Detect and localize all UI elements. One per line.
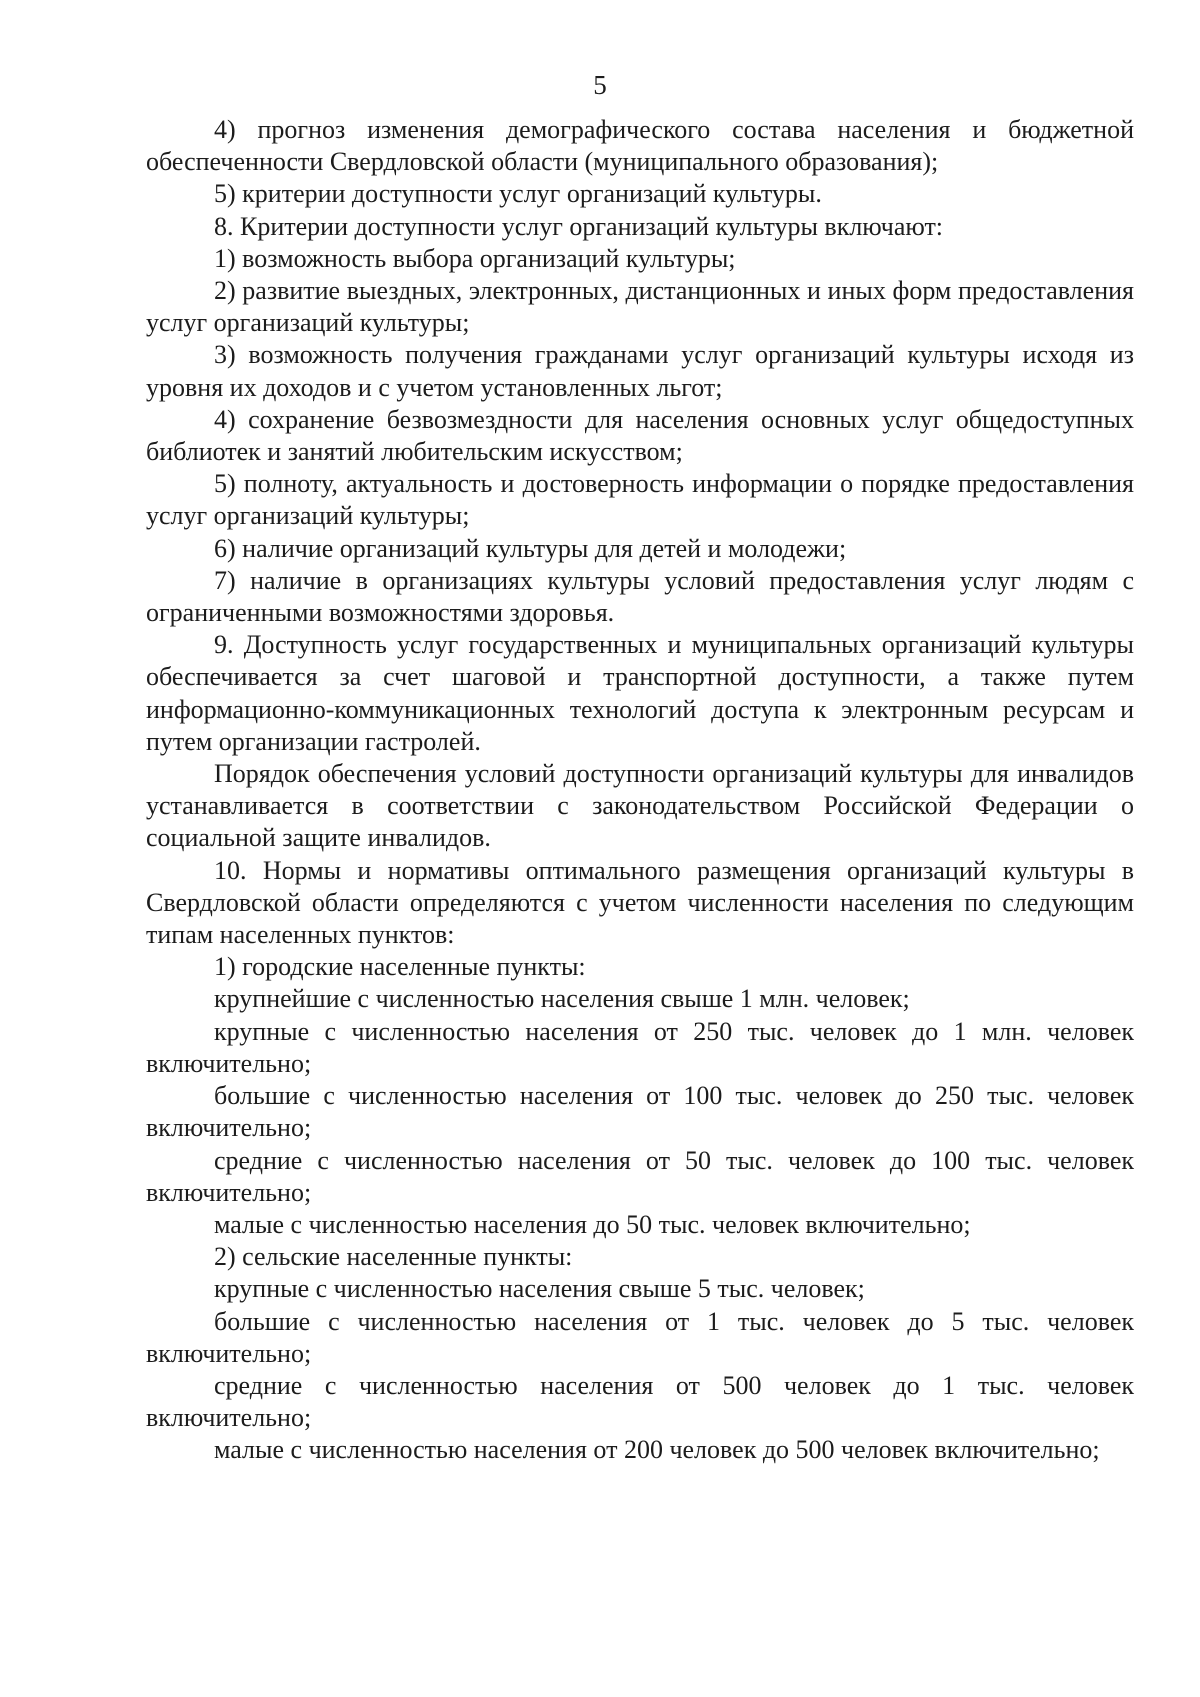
paragraph-urban-largest: крупнейшие с численностью населения свыше 1 млн. человек; bbox=[214, 984, 910, 1014]
paragraph-rural-small: малые с численностью населения от 200 человек до 500 человек включительно; bbox=[214, 1435, 1100, 1465]
paragraph-rural-medium: средние с численностью населения от 500 человек до 1 тыс. человек включительно; bbox=[146, 1370, 1134, 1433]
paragraph-8-item-2: 2) развитие выездных, электронных, дистанционных и иных форм предоставления услуг организаций культуры; bbox=[146, 276, 1134, 338]
paragraph-8-item-5: 5) полноту, актуальность и достоверность информации о порядке предоставления услуг организаций культуры; bbox=[146, 469, 1134, 531]
paragraph-8-item-4: 4) сохранение безвозмездности для населения основных услуг общедоступных библиотек и занятий любительским искусством; bbox=[146, 404, 1134, 467]
paragraph-8-item-1: 1) возможность выбора организаций культуры; bbox=[214, 243, 736, 273]
paragraph-section-10: 10. Нормы и нормативы оптимального размещения организаций культуры в Свердловской области определяются с учетом численности населения по следующим типам населенных пунктов: bbox=[146, 855, 1134, 950]
paragraph-urban-medium: средние с численностью населения от 50 тыс. человек до 100 тыс. человек включительно; bbox=[146, 1145, 1134, 1207]
paragraph-rural-big: большие с численностью населения от 1 тыс. человек до 5 тыс. человек включительно; bbox=[146, 1306, 1134, 1368]
paragraph-urban-settlements: 1) городские населенные пункты: bbox=[214, 952, 586, 982]
paragraph-8-item-6: 6) наличие организаций культуры для детей и молодежи; bbox=[214, 533, 847, 563]
paragraph-rural-large: крупные с численностью населения свыше 5 тыс. человек; bbox=[214, 1274, 865, 1304]
page-number: 5 bbox=[593, 70, 607, 100]
paragraph-8-item-3: 3) возможность получения гражданами услуг организаций культуры исходя из уровня их доходов и с учетом установленных льгот; bbox=[146, 340, 1134, 402]
paragraph-urban-large: крупные с численностью населения от 250 тыс. человек до 1 млн. человек включительно; bbox=[146, 1016, 1134, 1078]
paragraph-accessibility-disabled: Порядок обеспечения условий доступности организаций культуры для инвалидов устанавливается в соответствии с законодательством Российской Федерации о социальной защите инвалидов. bbox=[146, 759, 1134, 853]
paragraph-item-5-criteria: 5) критерии доступности услуг организаций культуры. bbox=[214, 179, 822, 209]
paragraph-8-item-7: 7) наличие в организациях культуры условий предоставления услуг людям с ограниченными возможностями здоровья. bbox=[146, 565, 1134, 628]
paragraph-urban-small: малые с численностью населения до 50 тыс. человек включительно; bbox=[214, 1209, 971, 1239]
paragraph-section-9: 9. Доступность услуг государственных и муниципальных организаций культуры обеспечивается за счет шаговой и транспортной доступности, а также путем информационно-коммуникационных технологий доступа к электронным ресурсам и путем организации гастролей. bbox=[146, 630, 1134, 756]
document-body bbox=[146, 114, 1134, 1467]
paragraph-urban-big: большие с численностью населения от 100 тыс. человек до 250 тыс. человек включительно; bbox=[146, 1081, 1134, 1143]
paragraph-section-8: 8. Критерии доступности услуг организаций культуры включают: bbox=[214, 211, 944, 241]
paragraph-rural-settlements: 2) сельские населенные пункты: bbox=[214, 1242, 573, 1272]
paragraph-item-4-forecast: 4) прогноз изменения демографического состава населения и бюджетной обеспеченности Свердловской области (муниципального образования); bbox=[146, 115, 1134, 177]
